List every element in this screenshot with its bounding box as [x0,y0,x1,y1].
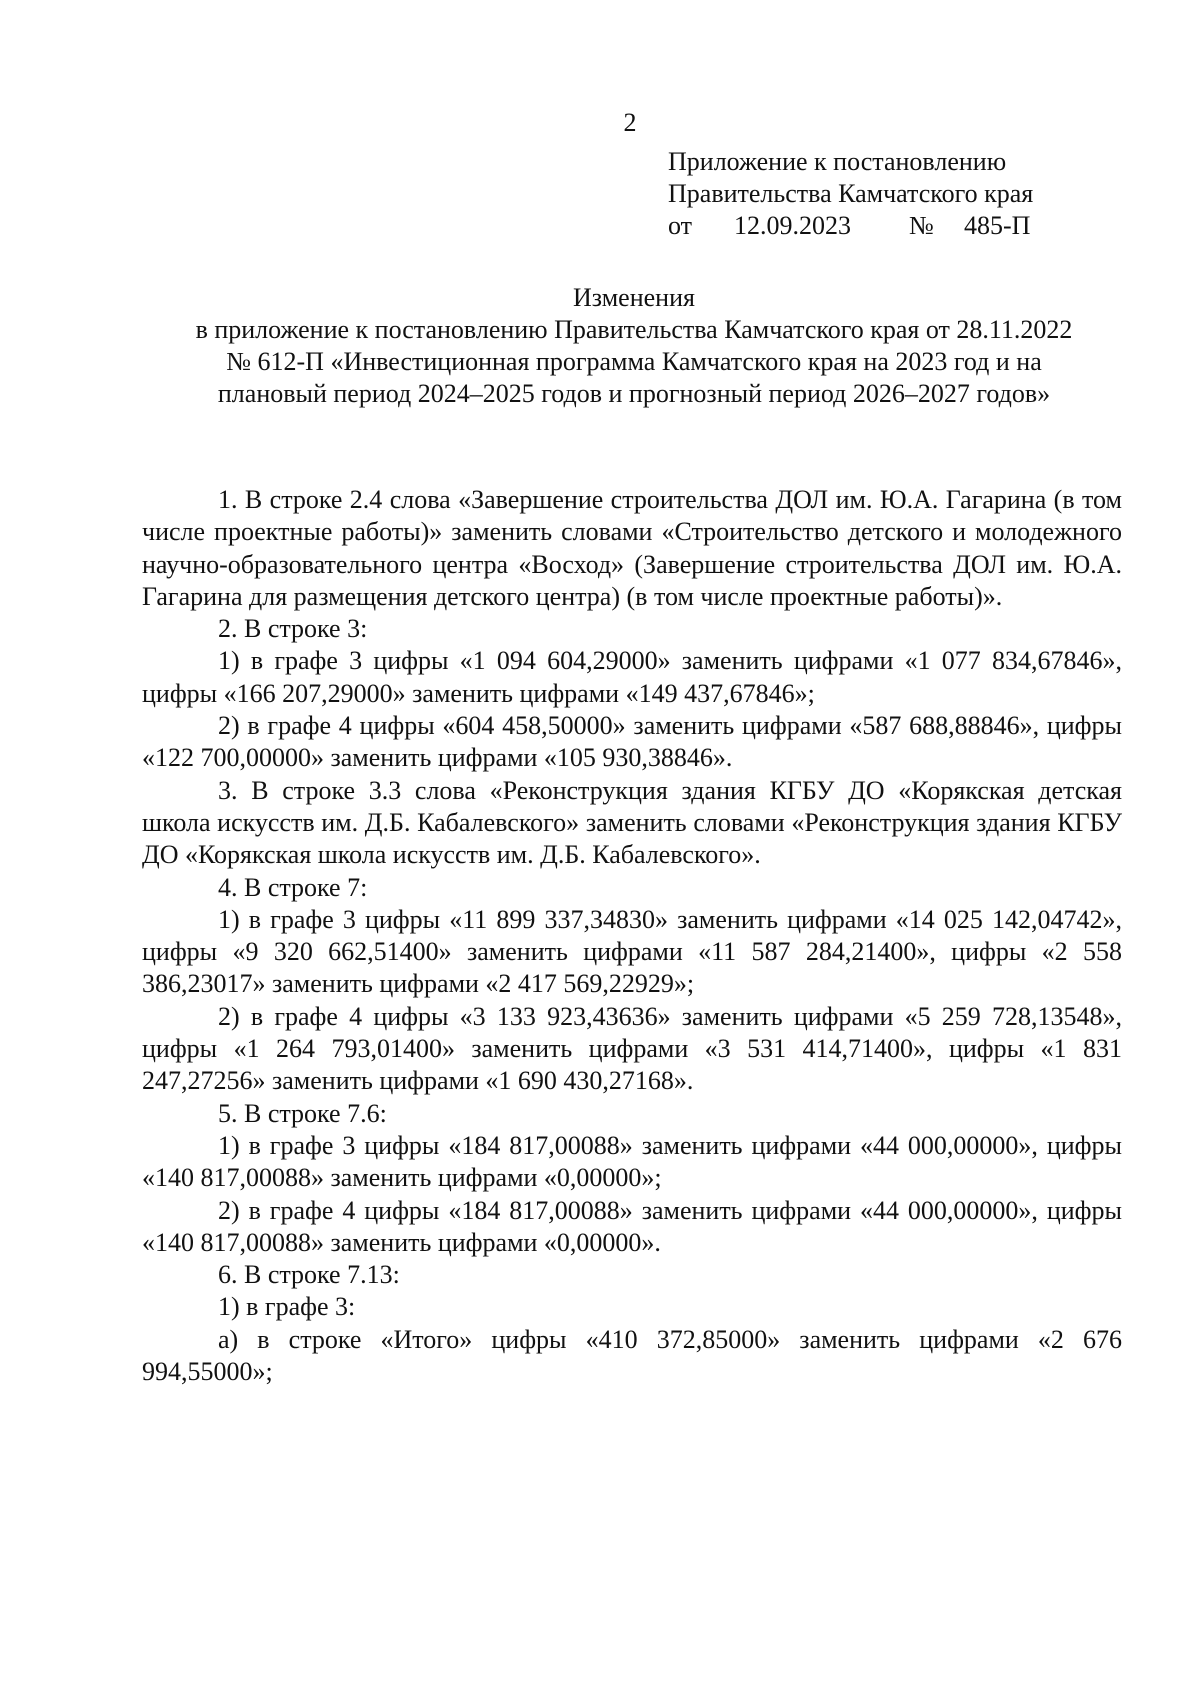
paragraph-item-1: 1. В строке 2.4 слова «Завершение строительства ДОЛ им. Ю.А. Гагарина (в том числе проектные работы)» заменить словами «Строительство детского и молодежного научно-образовательного центра «Восход» (Завершение строительства ДОЛ им. Ю.А. Гагарина для размещения детского центра) (в том числе проектные работы)». [142,485,1122,611]
resolution-date: 12.09.2023 [734,211,851,240]
paragraph-item-5: 5. В строке 7.6: [218,1098,387,1128]
appendix-line-1: Приложение к постановлению [668,147,1007,176]
title-line-1: в приложение к постановлению Правительства Камчатского края от 28.11.2022 [195,315,1073,344]
appendix-date-line [668,210,1033,242]
document-body [142,484,1122,1388]
number-sign: № [909,211,934,240]
paragraph-item-4-2: 2) в графе 4 цифры «3 133 923,43636» заменить цифрами «5 259 728,13548», цифры «1 264 793,01400» заменить цифрами «3 531 414,71400», цифры «1 831 247,27256» заменить цифрами «1 690 430,27168». [142,1001,1122,1096]
date-prefix: от [668,211,693,240]
title-line-2: № 612-П «Инвестиционная программа Камчатского края на 2023 год и на [226,347,1042,376]
document-title [140,282,1128,410]
paragraph-item-2-1: 1) в графе 3 цифры «1 094 604,29000» заменить цифрами «1 077 834,67846», цифры «166 207,29000» заменить цифрами «149 437,67846»; [142,646,1122,708]
page-number: 2 [623,108,637,137]
appendix-block [668,146,1033,242]
paragraph-item-4: 4. В строке 7: [218,872,368,902]
paragraph-item-6-1: 1) в графе 3: [218,1292,356,1322]
paragraph-item-6: 6. В строке 7.13: [218,1260,400,1290]
paragraph-item-6-1-a: а) в строке «Итого» цифры «410 372,85000» заменить цифрами «2 676 994,55000»; [142,1324,1122,1387]
paragraph-item-5-1: 1) в графе 3 цифры «184 817,00088» заменить цифрами «44 000,00000», цифры «140 817,00088» заменить цифрами «0,00000»; [142,1130,1122,1193]
title-line-3: плановый период 2024–2025 годов и прогнозный период 2026–2027 годов» [217,379,1051,408]
paragraph-item-2-2: 2) в графе 4 цифры «604 458,50000» заменить цифрами «587 688,88846», цифры «122 700,00000» заменить цифрами «105 930,38846». [142,711,1122,773]
paragraph-item-2: 2. В строке 3: [218,614,368,644]
appendix-line-2: Правительства Камчатского края [668,179,1034,208]
paragraph-item-3: 3. В строке 3.3 слова «Реконструкция здания КГБУ ДО «Корякская детская школа искусств им. Д.Б. Кабалевского» заменить словами «Реконструкция здания КГБУ ДО «Корякская школа искусств им. Д.Б. Кабалевского». [142,775,1122,870]
title-heading: Изменения [573,283,695,312]
resolution-number: 485-П [964,211,1031,240]
paragraph-item-4-1: 1) в графе 3 цифры «11 899 337,34830» заменить цифрами «14 025 142,04742», цифры «9 320 662,51400» заменить цифрами «11 587 284,21400», цифры «2 558 386,23017» заменить цифрами «2 417 569,22929»; [142,904,1122,999]
paragraph-item-5-2: 2) в графе 4 цифры «184 817,00088» заменить цифрами «44 000,00000», цифры «140 817,00088» заменить цифрами «0,00000». [142,1195,1122,1257]
